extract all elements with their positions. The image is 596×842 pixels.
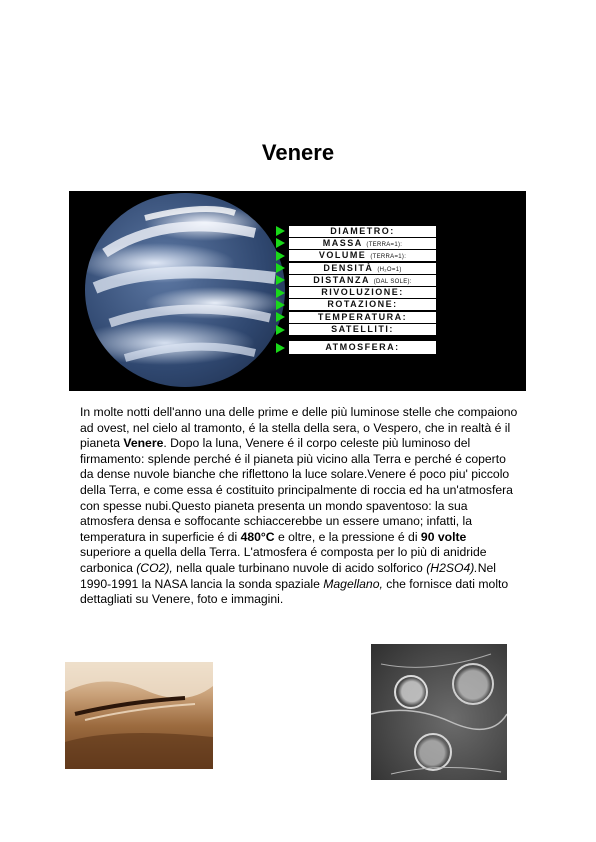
radar-texture-graphic [371, 644, 507, 780]
data-row-massa [276, 237, 436, 249]
bold-temperature: 480°C [240, 529, 275, 544]
row-label: DISTANZA [313, 274, 370, 285]
data-row-rotazione [276, 299, 436, 311]
venus-surface-relief-image [65, 662, 213, 769]
data-row-volume [276, 250, 436, 262]
body-paragraph: In molte notti dell'anno una delle prime e delle più luminose stelle che compaiono ad ovest, nel cielo al tramonto, é la stella della sera, o Vespero, che in realtà é il pianeta Venere. Dopo la luna, Venere é il corpo celeste più luminoso del firmamento: splende perché é il pianeta più vicino alla Terra e perché é coperto da dense nuvole bianche che riflettono la luce solare.Venere é poco piu' piccolo della Terra, e come essa é costituito principalmente di roccia ed ha un'atmosfera con spesse nubi.Questo pianeta presenta un mondo spaventoso: la sua atmosfera densa e soffocante schiaccerebbe un essere umano; infatti, la temperatura in superficie é di 480°C e oltre, e la pressione é di 90 volte superiore a quella della Terra. L'atmosfera é composta per lo più di anidride carbonica (CO2), nella quale turbinano nuvole di acido solforico (H2SO4).Nel 1990-1991 la NASA lancia la sonda spaziale Magellano, che fornisce dati molto dettagliati su Venere, foto e immagini. [80, 405, 518, 607]
row-label: DIAMETRO: [330, 225, 395, 236]
data-row-densita [276, 262, 436, 274]
row-label: MASSA [322, 237, 363, 248]
venus-banner [69, 191, 526, 391]
green-arrow-icon [276, 226, 285, 236]
page-title: Venere [261, 140, 335, 165]
atmosphere-label: ATMOSFERA: [289, 341, 436, 354]
row-label: VOLUME [318, 250, 367, 261]
italic-h2so4: (H2SO4). [426, 560, 478, 575]
bold-venere: Venere [123, 436, 164, 451]
row-note: (TERRA=1): [366, 241, 403, 248]
data-row-atmosfera [276, 341, 436, 355]
data-row-diametro [276, 225, 436, 237]
data-row-temperatura [276, 311, 436, 323]
cloud-swirls-graphic [85, 193, 285, 387]
row-label: ROTAZIONE: [327, 299, 398, 310]
row-label: TEMPERATURA: [317, 311, 408, 322]
green-arrow-icon [276, 300, 285, 310]
green-arrow-icon [276, 325, 285, 335]
terrain-graphic [65, 662, 213, 769]
bold-pressure: 90 volte [420, 529, 467, 544]
row-label: DENSITÀ [323, 262, 374, 273]
row-label: RIVOLUZIONE: [321, 287, 404, 298]
green-arrow-icon [276, 343, 285, 353]
italic-magellano: Magellano, [323, 576, 383, 591]
green-arrow-icon [276, 263, 285, 273]
green-arrow-icon [276, 312, 285, 322]
green-arrow-icon [276, 238, 285, 248]
venus-radar-image [371, 644, 507, 780]
venus-planet-image [85, 193, 285, 387]
planet-data-panel [276, 225, 436, 355]
row-note: (TERRA=1): [370, 254, 407, 261]
row-note: (H₂O=1) [377, 266, 402, 273]
row-note: (DAL SOLE): [373, 278, 412, 285]
row-label: SATELLITI: [331, 324, 394, 335]
data-row-rivoluzione [276, 286, 436, 298]
italic-co2: (CO2), [136, 560, 173, 575]
green-arrow-icon [276, 275, 285, 285]
data-row-satelliti [276, 323, 436, 335]
green-arrow-icon [276, 288, 285, 298]
data-row-distanza [276, 274, 436, 286]
green-arrow-icon [276, 251, 285, 261]
